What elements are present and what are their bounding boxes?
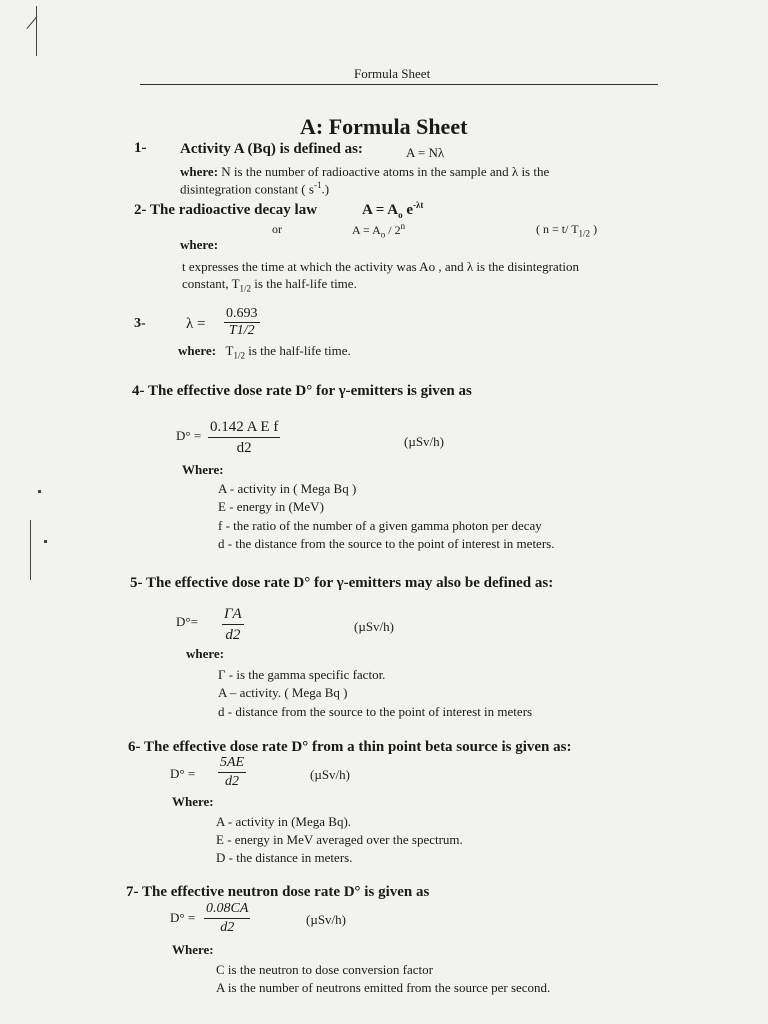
formula-part: )	[590, 222, 598, 236]
superscript: n	[400, 221, 406, 231]
item-5-heading: 5- The effective dose rate D° for γ-emitters may also be defined as:	[130, 575, 554, 591]
item-1-heading: Activity A (Bq) is defined as:	[180, 141, 363, 157]
fraction-numerator: 5AE	[218, 754, 246, 773]
item-1-where	[180, 164, 549, 180]
text-part: T	[225, 343, 234, 358]
item-2-formula-alt	[352, 221, 405, 239]
item-4-heading: 4- The effective dose rate D° for γ-emitters is given as	[132, 383, 472, 399]
item-6-def-energy: E - energy in MeV averaged over the spectrum.	[216, 832, 463, 847]
item-6-lhs: D° =	[170, 766, 196, 781]
item-4-where-label: Where:	[182, 462, 224, 477]
item-4-unit: (µSv/h)	[404, 434, 444, 449]
closing-text: .)	[321, 181, 330, 197]
fraction-numerator: 0.693	[226, 306, 258, 321]
fraction-denominator: d2	[225, 627, 241, 643]
item-7-lhs: D° =	[170, 910, 196, 925]
item-3-where	[178, 343, 351, 361]
subscript: o	[398, 210, 403, 220]
item-3-fraction	[224, 306, 260, 339]
text-part: is the half-life time.	[251, 276, 357, 291]
item-5-def-gamma: Γ - is the gamma specific factor.	[218, 667, 386, 682]
fraction-denominator: d2	[225, 774, 240, 789]
item-7-heading: 7- The effective neutron dose rate D° is given as	[126, 884, 430, 900]
where-label: where:	[178, 343, 217, 358]
formula-part: A = A	[352, 223, 381, 237]
item-2-formula	[362, 200, 423, 220]
scan-margin-mark	[36, 6, 37, 56]
item-6-fraction	[218, 754, 246, 791]
item-5-lhs: D°=	[176, 614, 198, 629]
item-1-formula: A = Nλ	[406, 145, 445, 160]
item-6-heading: 6- The effective dose rate D° from a thin point beta source is given as:	[128, 739, 572, 755]
item-7-fraction	[204, 900, 250, 937]
subscript: 1/2	[578, 228, 591, 239]
item-2-where-line-2	[182, 276, 357, 294]
item-4-lhs: D° =	[176, 428, 202, 443]
item-3-number: 3-	[134, 316, 146, 331]
fraction-denominator: T1/2	[228, 323, 255, 338]
text-part: constant, T	[182, 276, 240, 291]
subscript: o	[380, 229, 386, 240]
item-5-def-activity: A – activity. ( Mega Bq )	[218, 685, 348, 700]
text-part: is the half-life time.	[245, 343, 351, 358]
superscript: -1	[313, 180, 322, 190]
where-label: where:	[180, 164, 219, 179]
item-3-lhs: λ =	[186, 316, 206, 332]
fraction-numerator: 0.142 A E f	[208, 417, 280, 438]
item-5-def-distance: d - distance from the source to the point of interest in meters	[218, 704, 533, 719]
formula-part: / 2	[385, 223, 401, 237]
scan-margin-mark	[30, 520, 31, 580]
formula-part: e	[402, 202, 413, 218]
formula-part: ( n = t/ T	[536, 222, 579, 236]
subscript: 1/2	[239, 283, 252, 294]
scan-margin-mark	[38, 490, 41, 493]
item-7-where-label: Where:	[172, 942, 214, 957]
item-1-where-text: N is the number of radioactive atoms in the sample and λ is the	[221, 164, 550, 179]
header-rule	[140, 84, 658, 85]
item-4-def-activity: A - activity in ( Mega Bq )	[218, 481, 357, 496]
item-2-where-label: where:	[180, 237, 219, 252]
running-header: Formula Sheet	[354, 66, 431, 81]
item-2-or: or	[272, 222, 282, 236]
item-5-where-label: where:	[186, 646, 225, 661]
item-4-def-distance: d - the distance from the source to the point of interest in meters.	[218, 536, 555, 551]
fraction-denominator: d2	[236, 440, 252, 456]
item-6-def-activity: A - activity in (Mega Bq).	[216, 814, 352, 829]
item-1-where-cont	[180, 180, 329, 197]
formula-part: A = A	[362, 202, 399, 218]
item-4-def-ratio: f - the ratio of the number of a given gamma photon per decay	[218, 518, 542, 533]
scan-margin-mark	[44, 540, 47, 543]
item-6-unit: (µSv/h)	[310, 767, 350, 782]
item-5-fraction	[222, 604, 244, 645]
item-4-def-energy: E - energy in (MeV)	[218, 499, 324, 514]
fraction-numerator: 0.08CA	[204, 900, 250, 919]
item-4-fraction	[208, 417, 280, 458]
item-7-def-neutrons: A is the number of neutrons emitted from the source per second.	[216, 980, 551, 995]
superscript: -λt	[412, 200, 424, 210]
item-2-n-definition	[536, 222, 597, 238]
item-7-def-conversion: C is the neutron to dose conversion factor	[216, 962, 433, 977]
item-7-unit: (µSv/h)	[306, 912, 346, 927]
fraction-denominator: d2	[220, 920, 235, 935]
item-2-heading: 2- The radioactive decay law	[134, 202, 318, 218]
item-6-where-label: Where:	[172, 794, 214, 809]
page-title: A: Formula Sheet	[300, 114, 468, 139]
fraction-numerator: ΓA	[222, 604, 244, 625]
item-5-unit: (µSv/h)	[354, 619, 394, 634]
item-2-where-line-1: t expresses the time at which the activity was Ao , and λ is the disintegration	[182, 259, 579, 274]
disintegration-constant-text: disintegration constant ( s	[180, 181, 314, 197]
item-6-def-distance: D - the distance in meters.	[216, 850, 353, 865]
item-1-number: 1-	[134, 140, 147, 156]
subscript: 1/2	[233, 350, 246, 361]
